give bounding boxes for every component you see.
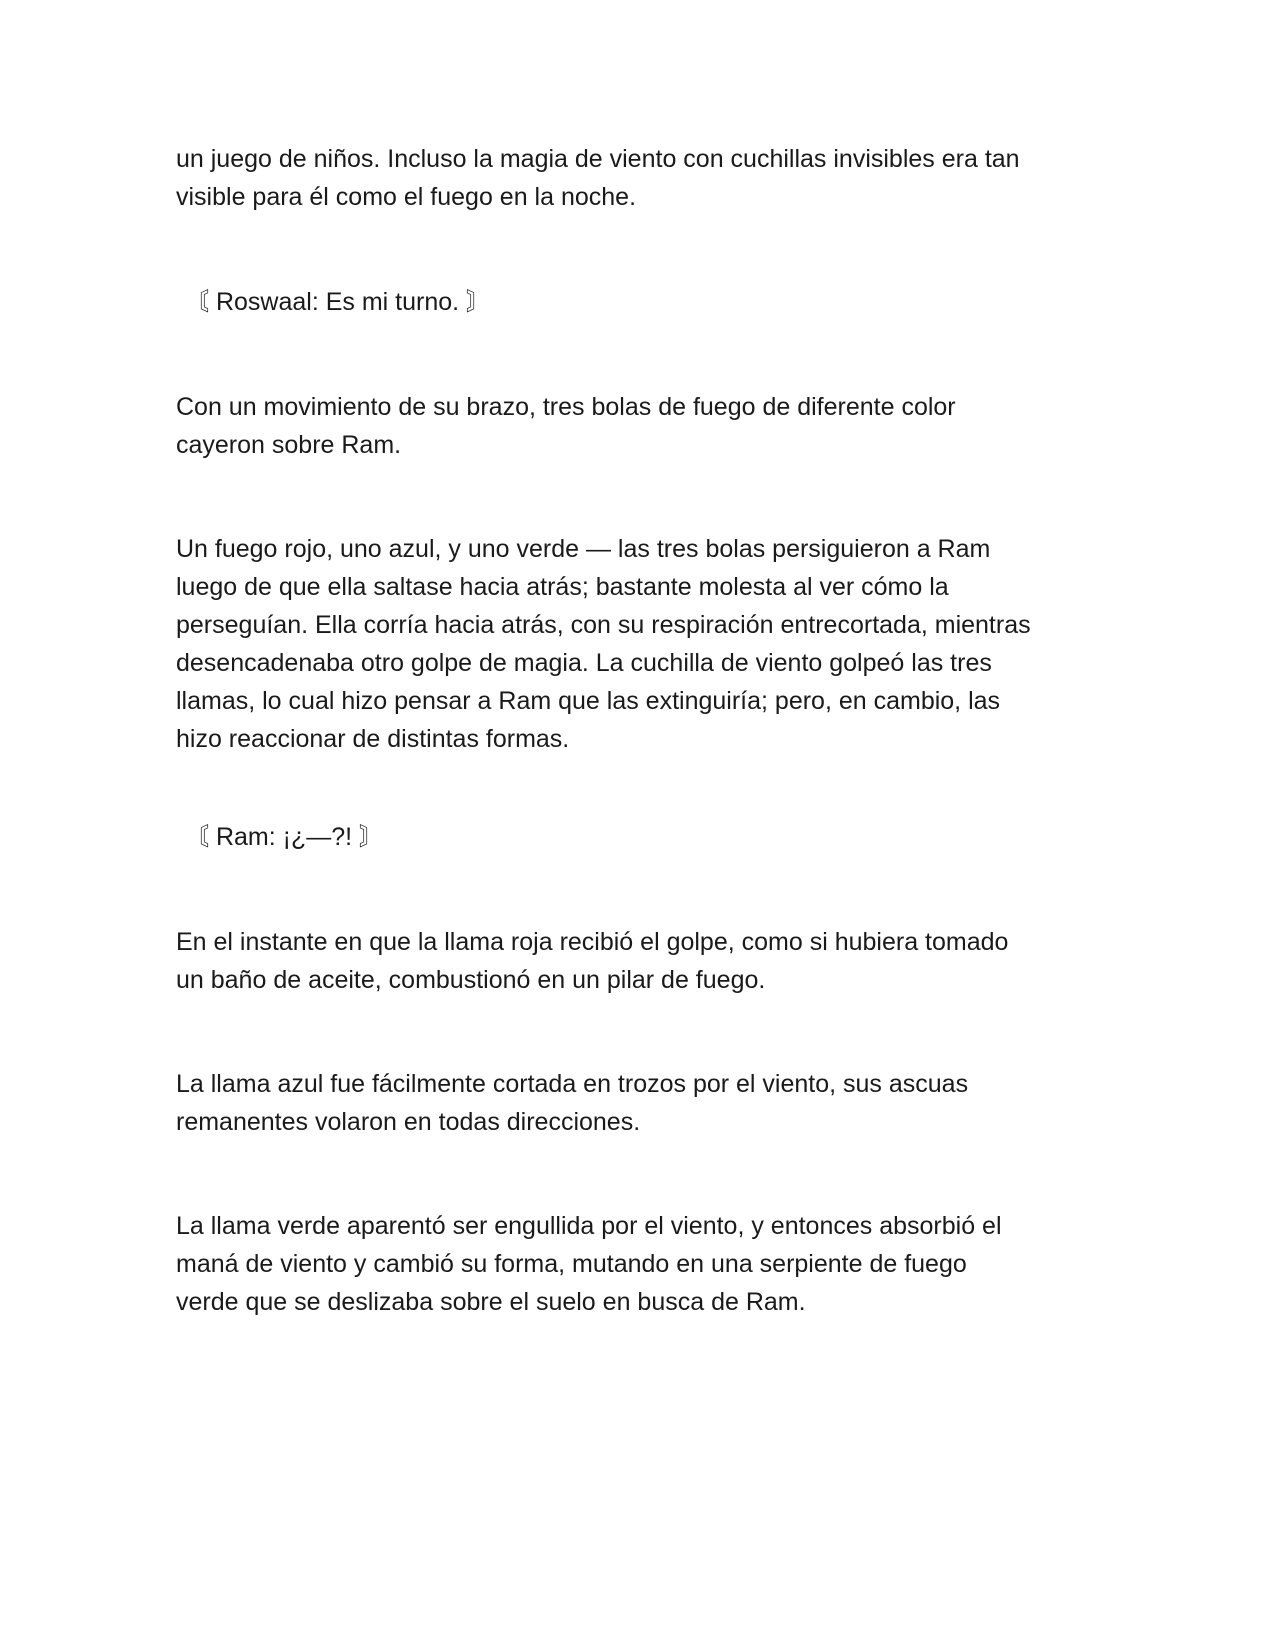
paragraph: La llama verde aparentó ser engullida por el viento, y entonces absorbió el maná de viento y cambió su forma, mutando en una serpiente de fuego verde que se deslizaba sobre el suelo en busca de Ram. bbox=[176, 1212, 1002, 1316]
paragraph: Con un movimiento de su brazo, tres bolas de fuego de diferente color cayeron sobre Ram. bbox=[176, 393, 956, 459]
dialogue-line-ram: 〘 Ram: ¡¿—?! 〙 bbox=[184, 823, 385, 851]
dialogue-line-roswaal: 〘 Roswaal: Es mi turno. 〙 bbox=[184, 288, 492, 316]
paragraph: un juego de niños. Incluso la magia de viento con cuchillas invisibles era tan visible para él como el fuego en la noche. bbox=[176, 145, 1020, 211]
paragraph: Un fuego rojo, uno azul, y uno verde — las tres bolas persiguieron a Ram luego de que ella saltase hacia atrás; bastante molesta al ver cómo la perseguían. Ella corría hacia atrás, con su respiración entrecortada, mientras desencadenaba otro golpe de magia. La cuchilla de viento golpeó las tres llamas, lo cual hizo pensar a Ram que las extinguiría; pero, en cambio, las hizo reaccionar de distintas formas. bbox=[176, 535, 1031, 753]
paragraph: La llama azul fue fácilmente cortada en trozos por el viento, sus ascuas remanentes volaron en todas direcciones. bbox=[176, 1070, 969, 1136]
paragraph: En el instante en que la llama roja recibió el golpe, como si hubiera tomado un baño de aceite, combustionó en un pilar de fuego. bbox=[176, 928, 1009, 994]
